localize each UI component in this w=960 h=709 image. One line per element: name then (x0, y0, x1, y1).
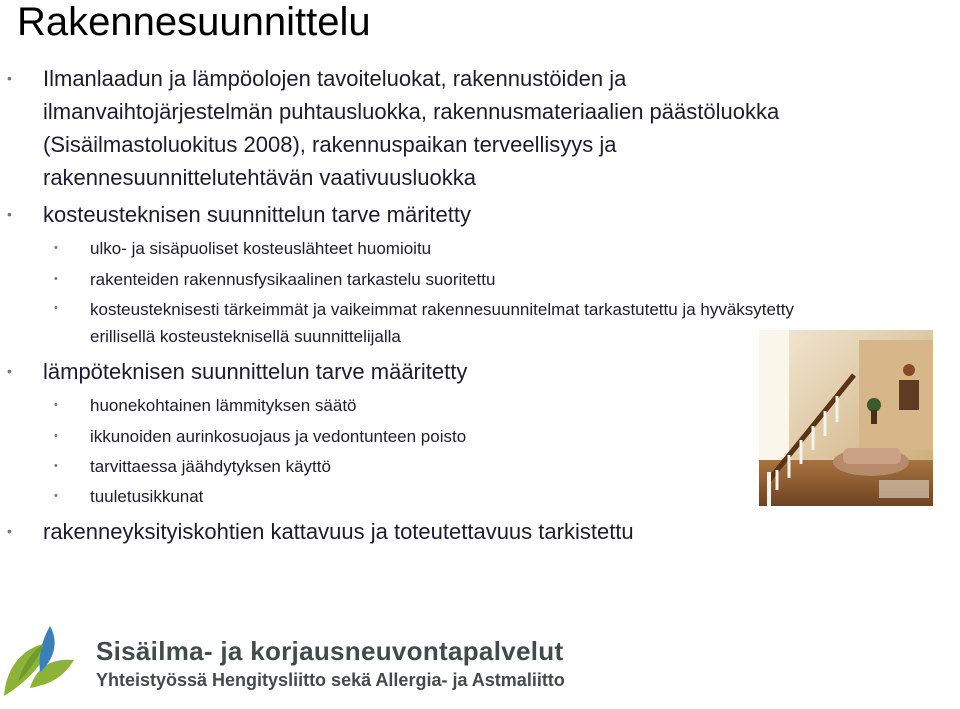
interior-photo (759, 330, 933, 506)
logo-subtitle: Yhteistyössä Hengitysliitto sekä Allergia- ja Astmaliitto (96, 670, 565, 690)
bullet-text: ikkunoiden aurinkosuojaus ja vedontunteen poisto (90, 427, 467, 446)
bullet-text: rakenteiden rakennusfysikaalinen tarkastelu suoritettu (90, 270, 496, 289)
bullet-item-4 (7, 515, 634, 548)
slide-title: Rakennesuunnittelu (17, 0, 371, 44)
sub-bullet-2-1 (54, 234, 432, 264)
bullet-dot: • (54, 302, 58, 314)
bullet-text: rakennesuunnittelutehtävän vaativuusluokka (43, 165, 476, 190)
bullet-text: tuuletusikkunat (90, 487, 204, 506)
bullet-text: kosteusteknisen suunnittelun tarve märitetty (43, 202, 472, 227)
logo-title: Sisäilma- ja korjausneuvontapalvelut (96, 636, 564, 666)
sub-bullet-3-2 (54, 422, 467, 452)
bullet-dot: • (54, 273, 58, 285)
bullet-dot: • (7, 206, 12, 222)
bullet-text: lämpöteknisen suunnittelun tarve määritetty (43, 359, 468, 384)
sub-bullet-3-3 (54, 452, 331, 482)
bullet-text: (Sisäilmastoluokitus 2008), rakennuspaikan terveellisyys ja (43, 132, 617, 157)
bullet-item-1 (7, 62, 780, 194)
bullet-text: rakenneyksityiskohtien kattavuus ja toteutettavuus tarkistettu (43, 519, 634, 544)
bullet-text: erillisellä kosteusteknisellä suunnittelijalla (90, 327, 401, 346)
bullet-dot: • (54, 399, 58, 411)
sub-bullet-3-4 (54, 482, 204, 512)
bullet-dot: • (7, 363, 12, 379)
bullet-dot: • (7, 523, 12, 539)
logo-leaf-icon (0, 622, 82, 704)
bullet-dot: • (54, 242, 58, 254)
bullet-text: kosteusteknisesti tärkeimmät ja vaikeimmat rakennesuunnitelmat tarkastutettu ja hyväksytetty (90, 300, 794, 319)
bullet-text: Ilmanlaadun ja lämpöolojen tavoiteluokat, rakennustöiden ja (43, 66, 627, 91)
bullet-item-2 (7, 198, 472, 231)
bullet-text: ilmanvaihtojärjestelmän puhtausluokka, rakennusmateriaalien päästöluokka (43, 99, 780, 124)
bullet-text: huonekohtainen lämmityksen säätö (90, 396, 357, 415)
bullet-text: tarvittaessa jäähdytyksen käyttö (90, 457, 331, 476)
bullet-dot: • (54, 490, 58, 502)
bullet-dot: • (54, 460, 58, 472)
bullet-dot: • (7, 70, 12, 86)
sub-bullet-3-1 (54, 391, 357, 421)
bullet-item-3 (7, 355, 468, 388)
sub-bullet-2-2 (54, 265, 496, 295)
bullet-dot: • (54, 430, 58, 442)
sub-bullet-2-3 (54, 296, 794, 350)
bullet-text: ulko- ja sisäpuoliset kosteuslähteet huomioitu (90, 239, 432, 258)
